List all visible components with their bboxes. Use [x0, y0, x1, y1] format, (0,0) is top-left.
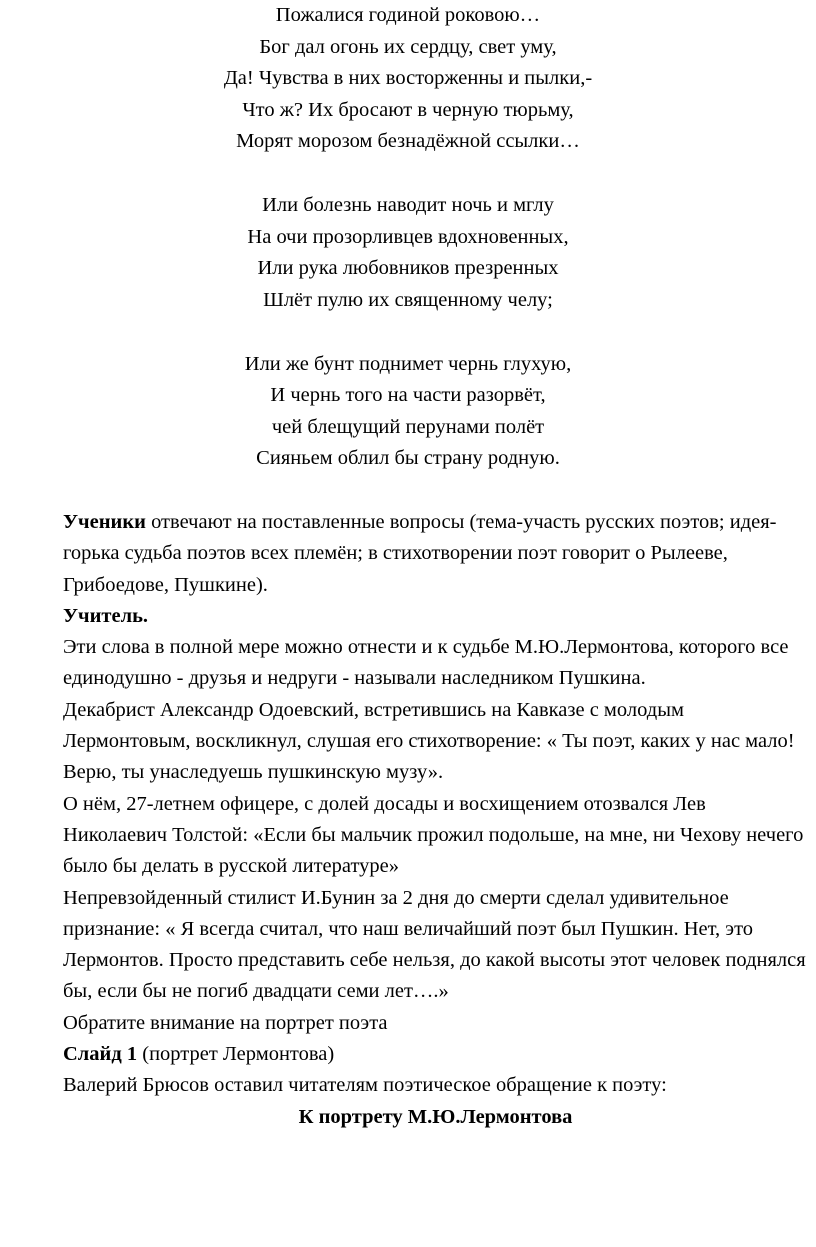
poem-line: Да! Чувства в них восторженны и пылки,- — [223, 67, 593, 89]
paragraph-1: Эти слова в полной мере можно отнести и к судьбе М.Ю.Лермонтова, которого все единодушно - друзья и недруги - называли наследником Пушкина. — [63, 636, 789, 690]
students-paragraph — [63, 507, 808, 601]
poem-line: чей блещущий перунами полёт — [271, 415, 545, 438]
lesson-text — [63, 507, 808, 1133]
poem-line: Морят морозом безнадёжной ссылки… — [236, 130, 580, 152]
paragraph-3: О нём, 27-летнем офицере, с долей досады и восхищением отозвался Лев Николаевич Толстой: «Если бы мальчик прожил подольше, на мне, ни Чехову нечего было бы делать в русской литературе» — [63, 792, 804, 878]
paragraph-5: Обратите внимание на портрет поэта — [63, 1011, 388, 1034]
poem-line: На очи прозорливцев вдохновенных, — [247, 225, 569, 248]
poem-line: Сияньем облил бы страну родную. — [256, 447, 560, 469]
poem-line: Пожалися годиной роковою… — [275, 4, 541, 26]
slide-label: Слайд 1 — [63, 1043, 138, 1066]
paragraph-6: Валерий Брюсов оставил читателям поэтическое обращение к поэту: — [63, 1074, 667, 1097]
poem-line: Или же бунт поднимет чернь глухую, — [244, 352, 572, 375]
paragraph-4: Непревзойденный стилист И.Бунин за 2 дня до смерти сделал удивительное признание: « Я всегда считал, что наш величайший поэт был Пушкин. Нет, это Лермонтов. Просто представить себе нельзя, до какой высоты этот человек поднялся бы, если бы не погиб двадцати семи лет….» — [63, 886, 806, 1003]
poem-stanza-1 — [0, 0, 816, 158]
slide-text: (портрет Лермонтова) — [137, 1043, 335, 1066]
teacher-label: Учитель. — [63, 604, 149, 627]
poem-line: Или болезнь наводит ночь и мглу — [262, 194, 554, 216]
poem — [0, 0, 816, 475]
poem-stanza-2 — [0, 190, 816, 316]
poem-line: И чернь того на части разорвёт, — [270, 384, 546, 406]
slide-paragraph — [63, 1039, 808, 1070]
students-text: отвечают на поставленные вопросы (тема-участь русских поэтов; идея- горька судьба поэтов всех племён; в стихотворении поэт говорит о Рылееве, Грибоедове, Пушкине). — [63, 511, 777, 596]
paragraph-2: Декабрист Александр Одоевский, встретившись на Кавказе с молодым Лермонтовым, воскликнул, слушая его стихотворение: « Ты поэт, каких у нас мало! Верю, ты унаследуешь пушкинскую музу». — [63, 698, 795, 784]
poem-line: Шлёт пулю их священному челу; — [263, 288, 553, 311]
poem-line: Что ж? Их бросают в черную тюрьму, — [242, 98, 574, 121]
students-label: Ученики — [63, 511, 146, 533]
poem-stanza-3 — [0, 349, 816, 475]
poem-line: Бог дал огонь их сердцу, свет уму, — [259, 35, 557, 58]
poem-line: Или рука любовников презренных — [257, 257, 559, 279]
poem-title: К портрету М.Ю.Лермонтова — [298, 1105, 573, 1128]
